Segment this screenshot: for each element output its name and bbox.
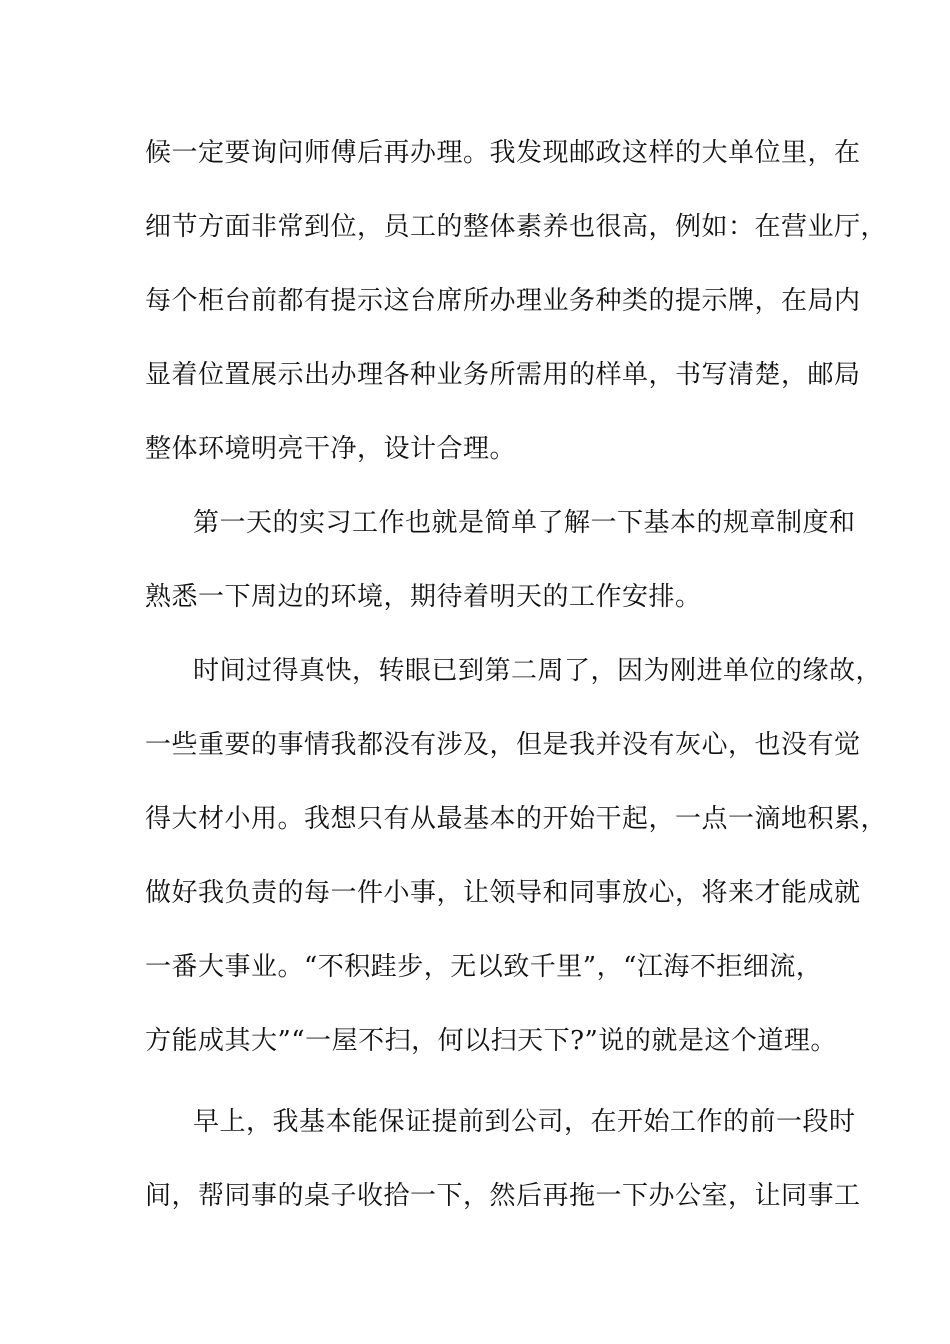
text-line: 做好我负责的每一件小事，让领导和同事放心，将来才能成就 <box>145 878 861 908</box>
text-line: 熟悉一下周边的环境，期待着明天的工作安排。 <box>145 582 702 612</box>
paragraph-first-line: 早上，我基本能保证提前到公司，在开始工作的前一段时 <box>193 1107 856 1137</box>
text-line: 显着位置展示出办理各种业务所需用的样单，书写清楚，邮局 <box>145 360 861 390</box>
text-line: 细节方面非常到位，员工的整体素养也很高，例如：在营业厅， <box>145 212 888 242</box>
text-line: 一番大事业。“不积跬步，无以致千里”，“江海不拒细流， <box>145 952 823 982</box>
text-line: 候一定要询问师傅后再办理。我发现邮政这样的大单位里，在 <box>145 138 861 168</box>
paragraph-first-line: 时间过得真快，转眼已到第二周了，因为刚进单位的缘故， <box>193 656 883 686</box>
text-line: 得大材小用。我想只有从最基本的开始干起，一点一滴地积累， <box>145 804 888 834</box>
paragraph-first-line: 第一天的实习工作也就是简单了解一下基本的规章制度和 <box>193 508 856 538</box>
text-line: 方能成其大”“一屋不扫，何以扫天下?”说的就是这个道理。 <box>145 1026 837 1056</box>
text-line: 一些重要的事情我都没有涉及，但是我并没有灰心，也没有觉 <box>145 730 861 760</box>
text-line: 每个柜台前都有提示这台席所办理业务种类的提示牌，在局内 <box>145 286 861 316</box>
text-line: 整体环境明亮干净，设计合理。 <box>145 434 517 464</box>
text-line: 间，帮同事的桌子收拾一下，然后再拖一下办公室，让同事工 <box>145 1181 861 1211</box>
